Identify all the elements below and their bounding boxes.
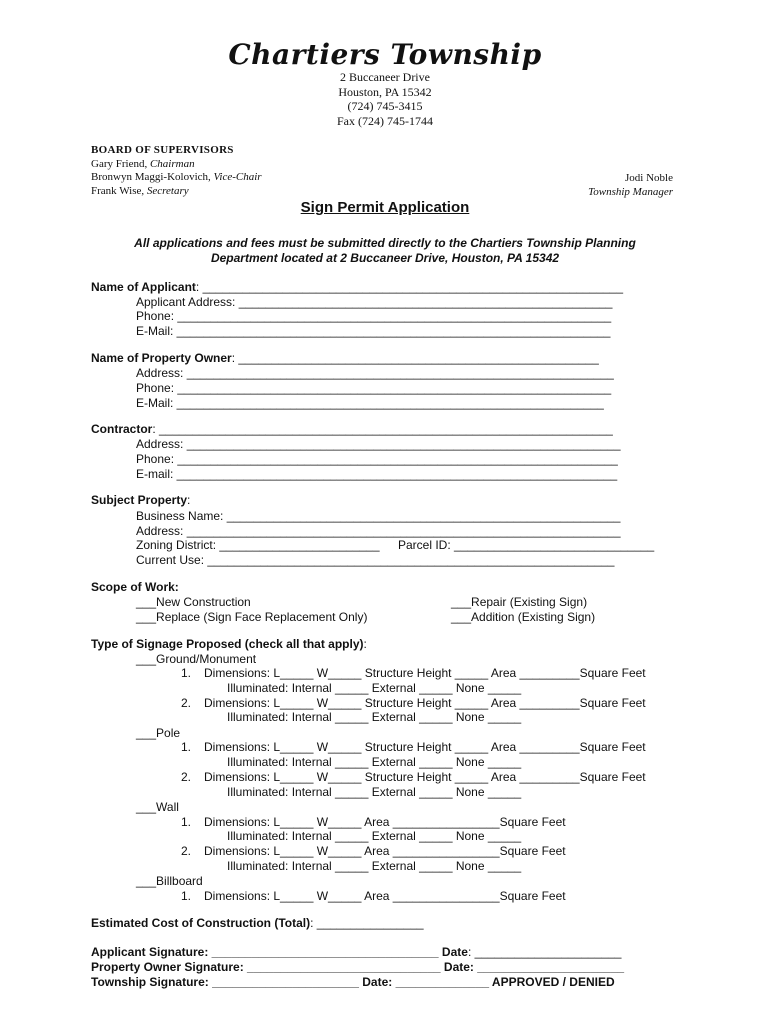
scope-heading: Scope of Work: (91, 580, 179, 594)
subject-address-field[interactable]: Address: _________________________________________________________________ (136, 524, 621, 538)
form-title: Sign Permit Application (300, 199, 470, 216)
address-line: Houston, PA 15342 (338, 84, 432, 99)
owner-email-field[interactable]: E-Mail: ________________________________________________________________ (136, 396, 604, 410)
member-role: Secretary (146, 184, 189, 197)
owner-name-field[interactable] (91, 351, 599, 365)
member-role: Vice-Chair (213, 171, 262, 184)
contractor-name-line: : ____________________________________________________________________ (152, 422, 613, 436)
subject-colon: : (187, 493, 191, 507)
member-name: Bronwyn Maggi-Kolovich, (91, 171, 214, 184)
applicant-name-line: : _______________________________________________________________ (195, 280, 624, 294)
list-number: 1. (181, 815, 192, 829)
owner-signature-field[interactable]: Property Owner Signature: _____________________________ Date: ______________________ (91, 960, 625, 974)
address-line: 2 Buccaneer Drive (340, 70, 430, 84)
current-use-field[interactable]: Current Use: _____________________________________________________________ (136, 553, 615, 567)
township-name: Chartiers Township (228, 38, 542, 71)
list-number: 1. (181, 666, 192, 680)
owner-address-field[interactable]: Address: ________________________________________________________________ (136, 366, 614, 380)
subject-label: Subject Property (91, 493, 188, 507)
ground-illuminated-2[interactable]: Illuminated: Internal _____ External _____ None _____ (227, 710, 522, 724)
wall-dimensions-1[interactable]: Dimensions: L_____ W_____ Area ________________Square Feet (204, 815, 566, 829)
contractor-label: Contractor (91, 422, 153, 436)
applicant-signature-label: Applicant Signature (91, 945, 205, 959)
cost-label: Estimated Cost of Construction (Total) (91, 916, 311, 930)
billboard-option[interactable]: ___Billboard (136, 874, 203, 888)
board-of-supervisors (91, 144, 262, 198)
cost-line: : ________________ (310, 916, 424, 930)
list-number: 2. (181, 844, 192, 858)
list-number: 2. (181, 770, 192, 784)
submission-notice (100, 236, 670, 265)
phone-line: (724) 745-3415 (347, 99, 423, 113)
board-member (91, 158, 262, 172)
member-name: Gary Friend, (91, 157, 150, 170)
notice-line: All applications and fees must be submitted directly to the Chartiers Township Planning (134, 236, 636, 250)
wall-option[interactable]: ___Wall (136, 800, 179, 814)
pole-dimensions-1[interactable]: Dimensions: L_____ W_____ Structure Height _____ Area _________Square Feet (204, 740, 646, 754)
zoning-district-field[interactable]: Zoning District: ________________________ (136, 538, 380, 552)
member-name: Frank Wise, (91, 184, 147, 197)
applicant-phone-field[interactable]: Phone: _________________________________________________________________ (136, 309, 612, 323)
pole-dimensions-2[interactable]: Dimensions: L_____ W_____ Structure Height _____ Area _________Square Feet (204, 770, 646, 784)
wall-illuminated-1[interactable]: Illuminated: Internal _____ External _____ None _____ (227, 829, 522, 843)
contractor-name-field[interactable] (91, 422, 613, 436)
contractor-address-field[interactable]: Address: _________________________________________________________________ (136, 437, 621, 451)
signage-label: Type of Signage Proposed (check all that apply) (91, 637, 364, 651)
signage-colon: : (363, 637, 367, 651)
ground-dimensions-2[interactable]: Dimensions: L_____ W_____ Structure Height _____ Area _________Square Feet (204, 696, 646, 710)
ground-illuminated-1[interactable]: Illuminated: Internal _____ External _____ None _____ (227, 681, 522, 695)
ground-dimensions-1[interactable]: Dimensions: L_____ W_____ Structure Height _____ Area _________Square Feet (204, 666, 646, 680)
owner-name-line: : ______________________________________________________ (231, 351, 599, 365)
subject-property-heading (91, 493, 190, 507)
fax-line: Fax (724) 745-1744 (337, 113, 433, 128)
applicant-address-field[interactable]: Applicant Address: ________________________________________________________ (136, 295, 613, 309)
applicant-email-field[interactable]: E-Mail: _________________________________________________________________ (136, 324, 611, 338)
township-signature-field[interactable]: Township Signature: ______________________ Date: ______________ APPROVED / DENIED (91, 975, 615, 989)
member-role: Chairman (149, 157, 195, 170)
parcel-id-field[interactable]: Parcel ID: ______________________________ (398, 538, 655, 552)
contractor-phone-field[interactable]: Phone: __________________________________________________________________ (136, 452, 618, 466)
board-member (91, 185, 262, 199)
replace-option[interactable]: ___Replace (Sign Face Replacement Only) (136, 610, 368, 624)
wall-dimensions-2[interactable]: Dimensions: L_____ W_____ Area ________________Square Feet (204, 844, 566, 858)
applicant-date-line: : ______________________ (467, 945, 622, 959)
wall-illuminated-2[interactable]: Illuminated: Internal _____ External _____ None _____ (227, 859, 522, 873)
township-address (0, 70, 770, 128)
owner-label: Name of Property Owner (91, 351, 232, 365)
township-manager (588, 172, 673, 199)
applicant-signature-line: : __________________________________ Date (204, 945, 468, 959)
manager-name: Jodi Noble (625, 172, 673, 184)
new-construction-option[interactable]: ___New Construction (136, 595, 251, 609)
applicant-name-field[interactable] (91, 280, 623, 294)
list-number: 1. (181, 889, 192, 903)
notice-line: Department located at 2 Buccaneer Drive, Houston, PA 15342 (210, 250, 560, 265)
board-member (91, 171, 262, 185)
pole-illuminated-2[interactable]: Illuminated: Internal _____ External _____ None _____ (227, 785, 522, 799)
board-heading: BOARD OF SUPERVISORS (91, 144, 234, 156)
manager-title: Township Manager (588, 185, 673, 198)
contractor-email-field[interactable]: E-mail: __________________________________________________________________ (136, 467, 618, 481)
applicant-label: Name of Applicant (91, 280, 196, 294)
business-name-field[interactable]: Business Name: ___________________________________________________________ (136, 509, 621, 523)
list-number: 2. (181, 696, 192, 710)
pole-option[interactable]: ___Pole (136, 726, 181, 740)
list-number: 1. (181, 740, 192, 754)
pole-illuminated-1[interactable]: Illuminated: Internal _____ External _____ None _____ (227, 755, 522, 769)
billboard-dimensions-1[interactable]: Dimensions: L_____ W_____ Area ________________Square Feet (204, 889, 566, 903)
addition-option[interactable]: ___Addition (Existing Sign) (451, 610, 596, 624)
construction-cost-field[interactable] (91, 916, 424, 930)
signage-type-heading (91, 637, 367, 651)
repair-option[interactable]: ___Repair (Existing Sign) (451, 595, 588, 609)
applicant-signature-field[interactable] (91, 945, 621, 959)
owner-phone-field[interactable]: Phone: _________________________________________________________________ (136, 381, 612, 395)
ground-monument-option[interactable]: ___Ground/Monument (136, 652, 257, 666)
